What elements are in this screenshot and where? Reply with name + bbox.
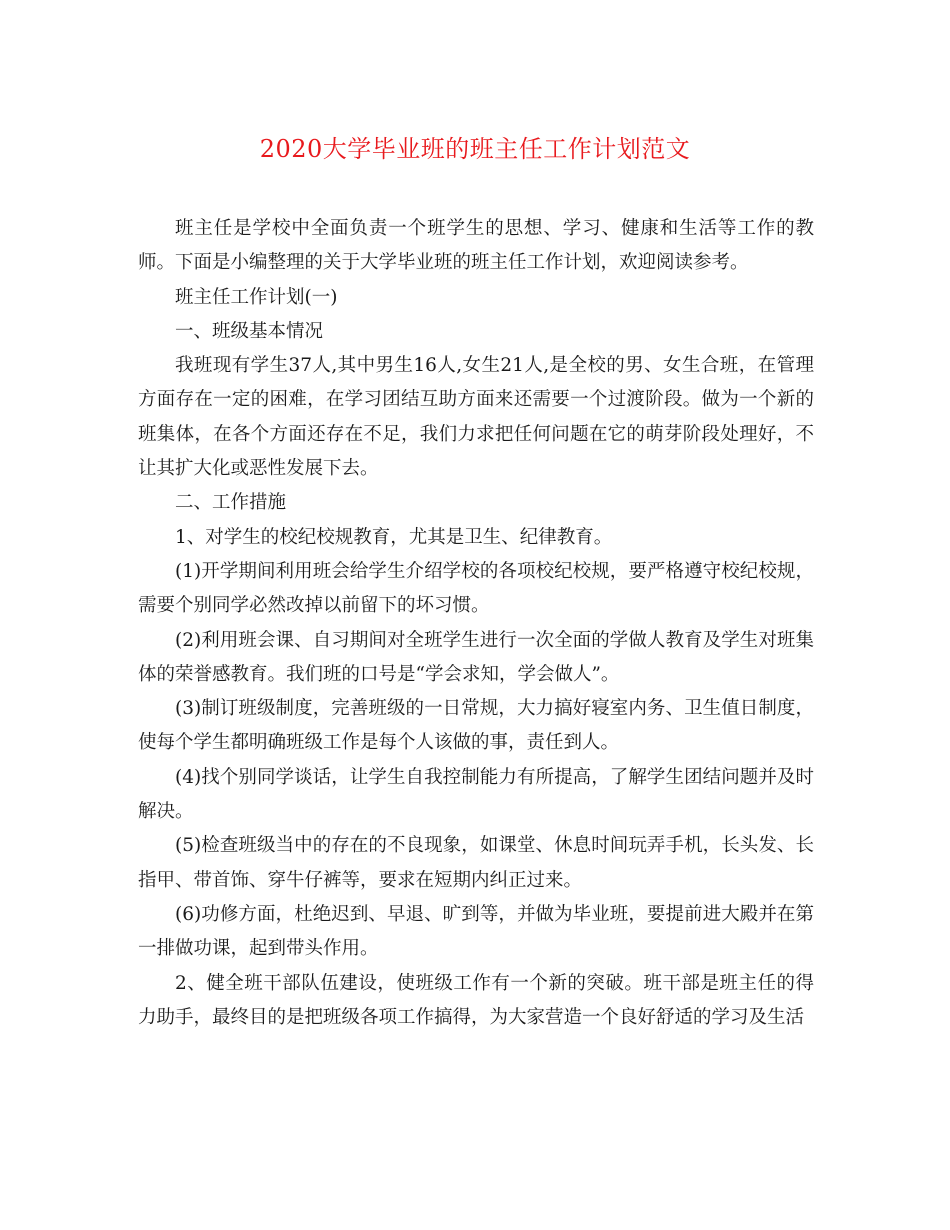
paragraph-item-5: (5)检查班级当中的存在的不良现象，如课堂、休息时间玩弄手机，长头发、长指甲、带首饰、穿牛仔裤等，要求在短期内纠正过来。 [138, 835, 814, 891]
paragraph-measure-1: 1、对学生的校纪校规教育，尤其是卫生、纪律教育。 [175, 526, 613, 548]
paragraph-item-1: (1)开学期间利用班会给学生介绍学校的各项校纪校规，要严格遵守校纪校规，需要个别同学必然改掉以前留下的坏习惯。 [138, 560, 814, 617]
paragraph-class-situation: 我班现有学生37人,其中男生16人,女生21人,是全校的男、女生合班，在管理方面存在一定的困难，在学习团结互助方面来还需要一个过渡阶段。做为一个新的班集体，在各个方面还存在不足，我们力求把任何问题在它的萌芽阶段处理好，不让其扩大化或恶性发展下去。 [138, 355, 814, 480]
paragraph-plan-heading: 班主任工作计划(一) [175, 286, 338, 308]
paragraph-intro: 班主任是学校中全面负责一个班学生的思想、学习、健康和生活等工作的教师。下面是小编整理的关于大学毕业班的班主任工作计划，欢迎阅读参考。 [138, 218, 814, 274]
paragraph-item-4: (4)找个别同学谈话，让学生自我控制能力有所提高，了解学生团结问题并及时解决。 [138, 766, 814, 823]
paragraph-item-2: (2)利用班会课、自习期间对全班学生进行一次全面的学做人教育及学生对班集体的荣誉感教育。我们班的口号是“学会求知，学会做人”。 [138, 629, 814, 685]
paragraph-section-one-heading: 一、班级基本情况 [175, 320, 324, 342]
document-body [138, 212, 814, 1035]
paragraph-item-6: (6)功修方面，杜绝迟到、早退、旷到等，并做为毕业班，要提前进大殿并在第一排做功课，起到带头作用。 [138, 903, 814, 960]
paragraph-section-two-heading: 二、工作措施 [175, 492, 287, 514]
paragraph-measure-2: 2、健全班干部队伍建设，使班级工作有一个新的突破。班干部是班主任的得力助手，最终目的是把班级各项工作搞得，为大家营造一个良好舒适的学习及生活 [138, 972, 814, 1028]
paragraph-item-3: (3)制订班级制度，完善班级的一日常规，大力搞好寝室内务、卫生值日制度，使每个学生都明确班级工作是每个人该做的事，责任到人。 [138, 698, 814, 754]
document-title: 2020大学毕业班的班主任工作计划范文 [259, 135, 691, 163]
